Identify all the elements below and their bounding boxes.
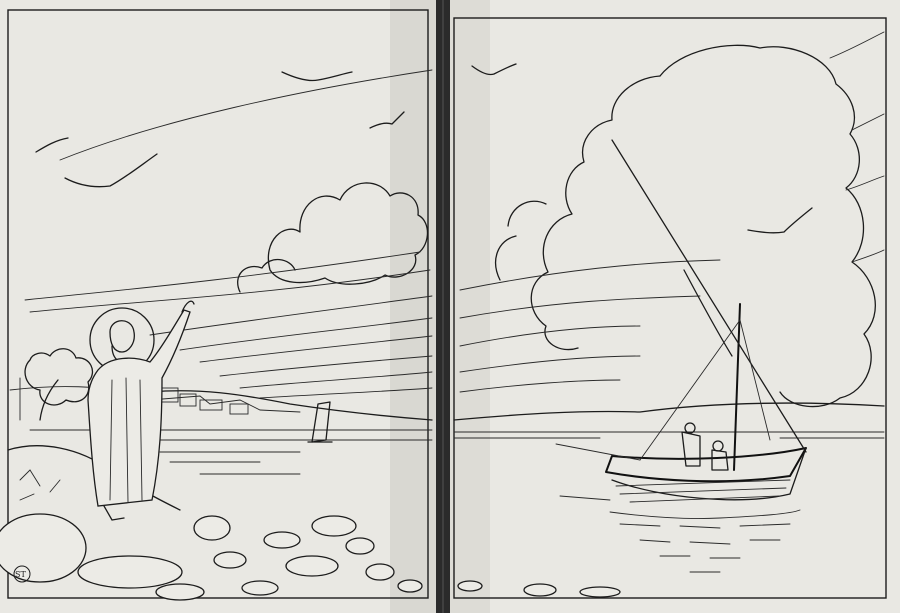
right-page [450,0,900,613]
monogram-text: ST [15,570,26,579]
book-gutter [436,0,450,613]
